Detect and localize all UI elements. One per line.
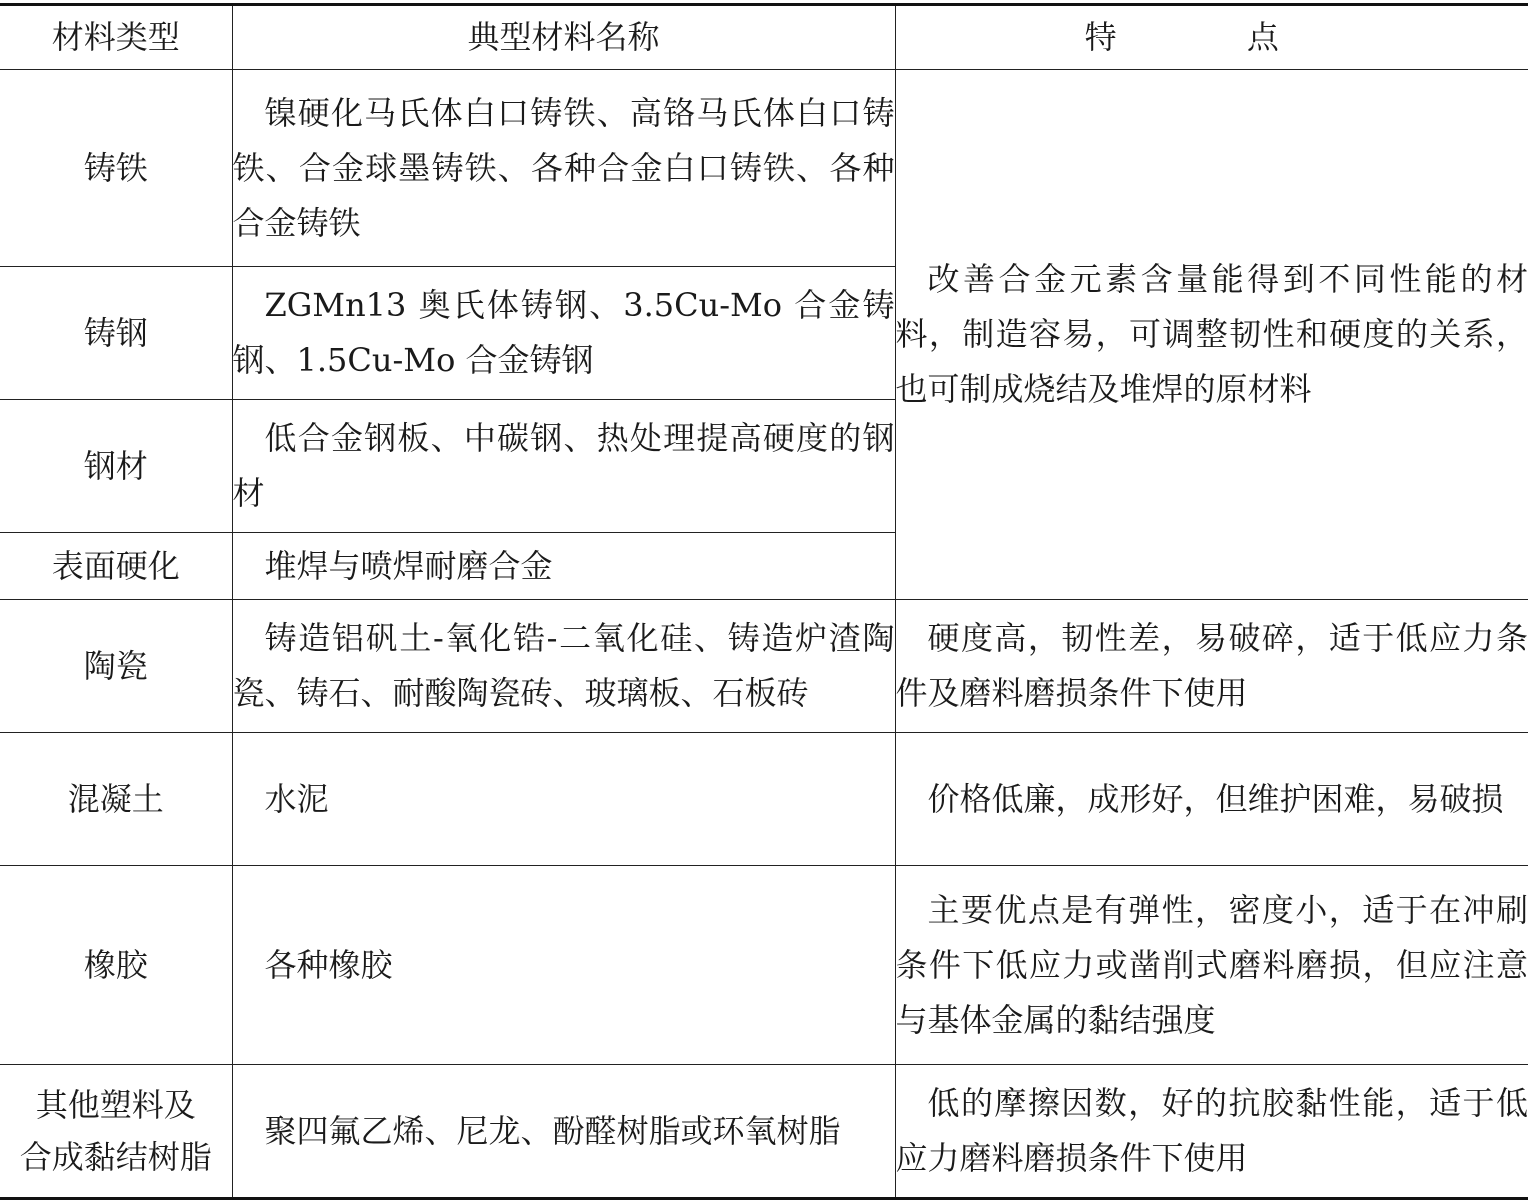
table-row bbox=[0, 600, 1528, 733]
cell-type: 铸铁 bbox=[0, 70, 232, 267]
materials-table bbox=[0, 3, 1528, 1200]
cell-type bbox=[0, 1065, 232, 1199]
cell-name: 水泥 bbox=[232, 733, 895, 866]
cell-type-line-2: 合成黏结树脂 bbox=[19, 1138, 212, 1176]
cell-feature: 硬度高，韧性差，易破碎，适于低应力条件及磨料磨损条件下使用 bbox=[895, 600, 1528, 733]
table-row bbox=[0, 866, 1528, 1065]
cell-name: 铸造铝矾土-氧化锆-二氧化硅、铸造炉渣陶瓷、铸石、耐酸陶瓷砖、玻璃板、石板砖 bbox=[232, 600, 895, 733]
header-type: 材料类型 bbox=[0, 5, 232, 70]
cell-name: 堆焊与喷焊耐磨合金 bbox=[232, 533, 895, 600]
table-row bbox=[0, 70, 1528, 267]
cell-type: 陶瓷 bbox=[0, 600, 232, 733]
cell-name: 聚四氟乙烯、尼龙、酚醛树脂或环氧树脂 bbox=[232, 1065, 895, 1199]
cell-type: 混凝土 bbox=[0, 733, 232, 866]
header-name: 典型材料名称 bbox=[232, 5, 895, 70]
table-row bbox=[0, 1065, 1528, 1199]
cell-type-line-1: 其他塑料及 bbox=[35, 1086, 196, 1124]
table-row bbox=[0, 733, 1528, 866]
cell-name: 各种橡胶 bbox=[232, 866, 895, 1065]
cell-feature-shared: 改善合金元素含量能得到不同性能的材料，制造容易，可调整韧性和硬度的关系，也可制成烧结及堆焊的原材料 bbox=[895, 70, 1528, 600]
header-feature bbox=[895, 5, 1528, 70]
cell-feature: 价格低廉，成形好，但维护困难，易破损 bbox=[895, 733, 1528, 866]
cell-feature: 低的摩擦因数，好的抗胶黏性能，适于低应力磨料磨损条件下使用 bbox=[895, 1065, 1528, 1199]
cell-feature: 主要优点是有弹性，密度小，适于在冲刷条件下低应力或凿削式磨料磨损，但应注意与基体金属的黏结强度 bbox=[895, 866, 1528, 1065]
cell-type: 钢材 bbox=[0, 400, 232, 533]
header-feature-text: 特 点 bbox=[1084, 18, 1339, 56]
header-row bbox=[0, 5, 1528, 70]
cell-type: 表面硬化 bbox=[0, 533, 232, 600]
cell-name: 低合金钢板、中碳钢、热处理提高硬度的钢材 bbox=[232, 400, 895, 533]
cell-type: 铸钢 bbox=[0, 267, 232, 400]
cell-type: 橡胶 bbox=[0, 866, 232, 1065]
cell-name: 镍硬化马氏体白口铸铁、高铬马氏体白口铸铁、合金球墨铸铁、各种合金白口铸铁、各种合金铸铁 bbox=[232, 70, 895, 267]
cell-name: ZGMn13 奥氏体铸钢、3.5Cu-Mo 合金铸钢、1.5Cu-Mo 合金铸钢 bbox=[232, 267, 895, 400]
